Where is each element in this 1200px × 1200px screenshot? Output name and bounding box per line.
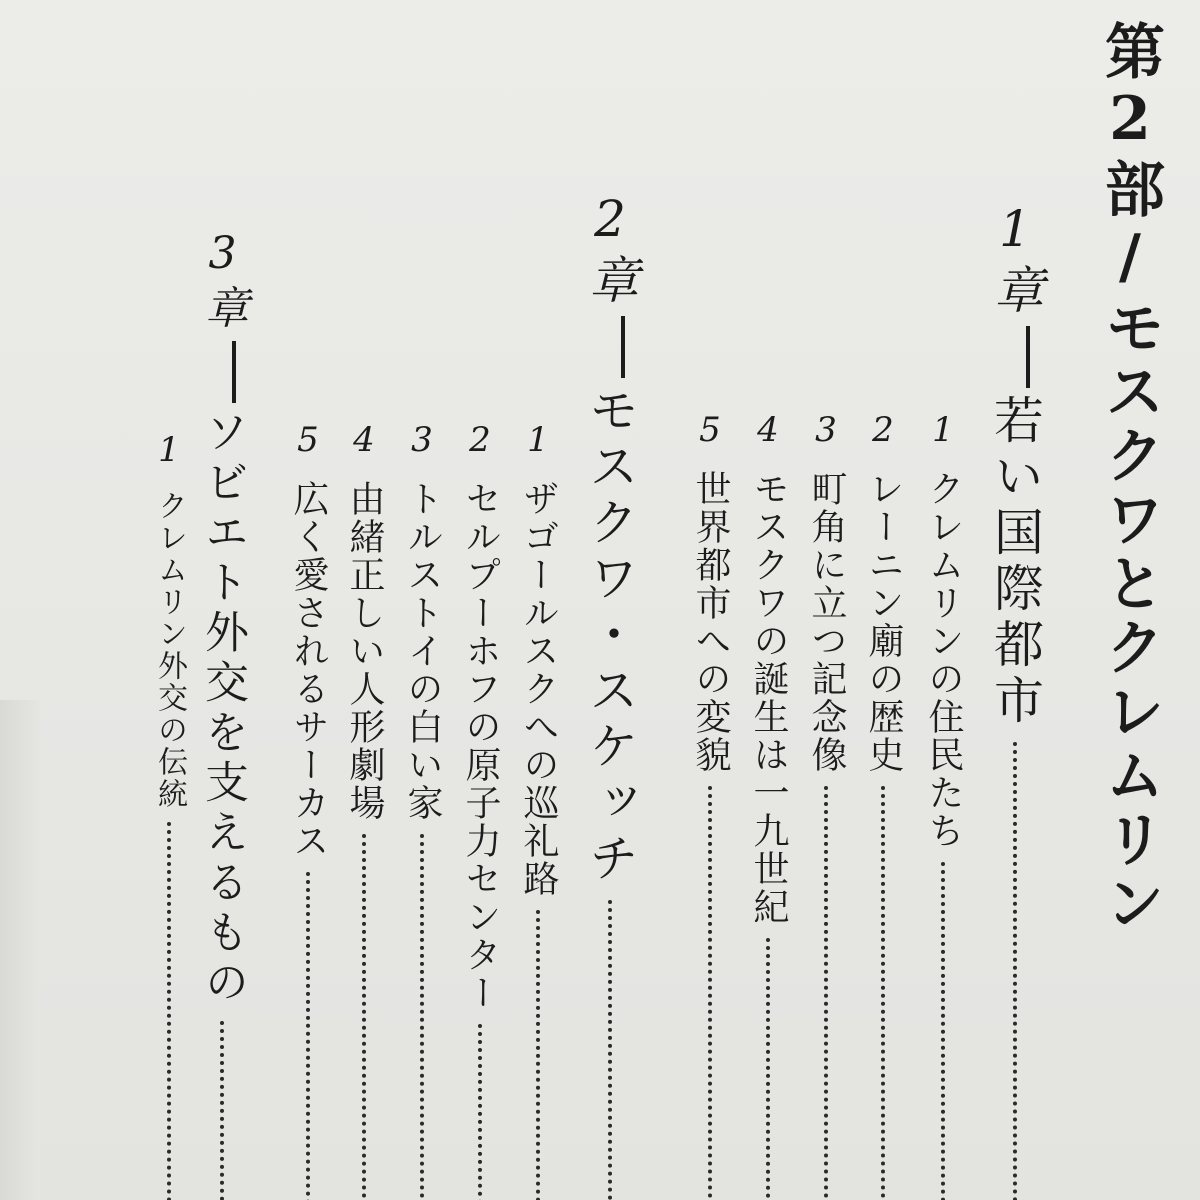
part-title [1095,20,1165,1200]
section-title: 世界都市への変貌 [690,470,731,774]
section-number: 4 [344,420,384,462]
section-number: 5 [288,420,328,462]
section-number: 3 [806,410,846,452]
chapter-title: 若い国際都市 [986,394,1044,730]
chapter-label: 3章 [197,228,248,335]
section-number: 1 [149,430,189,472]
chapter-2-heading [581,190,639,1200]
toc-entry[interactable] [518,420,559,1200]
section-title: クレムリン外交の伝統 [152,490,187,810]
toc-entry[interactable] [149,430,189,1200]
toc-entry[interactable] [690,410,731,1200]
chapter-dash [1026,326,1030,388]
leader-dots [220,1021,224,1200]
toc-entry[interactable] [344,420,385,1200]
section-title: ザゴールスクへの巡礼路 [518,480,559,898]
leader-dots [766,938,770,1200]
section-title: トルストイの白い家 [402,480,443,822]
section-number: 1 [923,410,963,452]
section-title: セルプーホフの原子力センター [460,480,501,1012]
chapter-label: 1章 [986,200,1044,320]
section-title: 由緒正しい人形劇場 [344,480,385,822]
section-number: 5 [690,410,730,452]
chapter-1-heading [986,200,1044,1200]
section-number: 1 [518,420,558,462]
leader-dots [708,786,712,1200]
leader-dots [536,910,540,1200]
chapter-dash [232,341,236,403]
toc-entry[interactable] [923,410,964,1200]
part-title-text: 第2部/モスクワとクレムリン [1095,20,1165,936]
chapter-title: ソビエト外交を支えるもの [197,409,248,1009]
chapter-3-heading [197,228,248,1200]
section-number: 3 [402,420,442,462]
leader-dots [478,1024,482,1200]
leader-dots [1013,742,1017,1200]
leader-dots [420,834,424,1200]
leader-dots [167,822,171,1200]
toc-entry[interactable] [806,410,847,1200]
leader-dots [608,900,612,1200]
leader-dots [824,786,828,1200]
section-title: レーニン廟の歴史 [863,470,904,774]
toc-entry[interactable] [863,410,904,1200]
page-edge-shadow [0,700,40,1200]
section-title: 広く愛されるサーカス [288,480,329,860]
toc-entry[interactable] [402,420,443,1200]
section-number: 2 [863,410,903,452]
chapter-title: モスクワ・スケッチ [581,384,639,888]
toc-entry[interactable] [748,410,789,1200]
leader-dots [881,786,885,1200]
leader-dots [941,862,945,1200]
toc-entry[interactable] [460,420,501,1200]
leader-dots [362,834,366,1200]
chapter-dash [621,316,625,378]
section-title: 町角に立つ記念像 [806,470,847,774]
section-title: クレムリンの住民たち [923,470,964,850]
section-number: 2 [460,420,500,462]
chapter-label: 2章 [581,190,639,310]
section-title: モスクワの誕生は一九世紀 [748,470,789,926]
toc-entry[interactable] [288,420,329,1200]
leader-dots [306,872,310,1200]
section-number: 4 [748,410,788,452]
